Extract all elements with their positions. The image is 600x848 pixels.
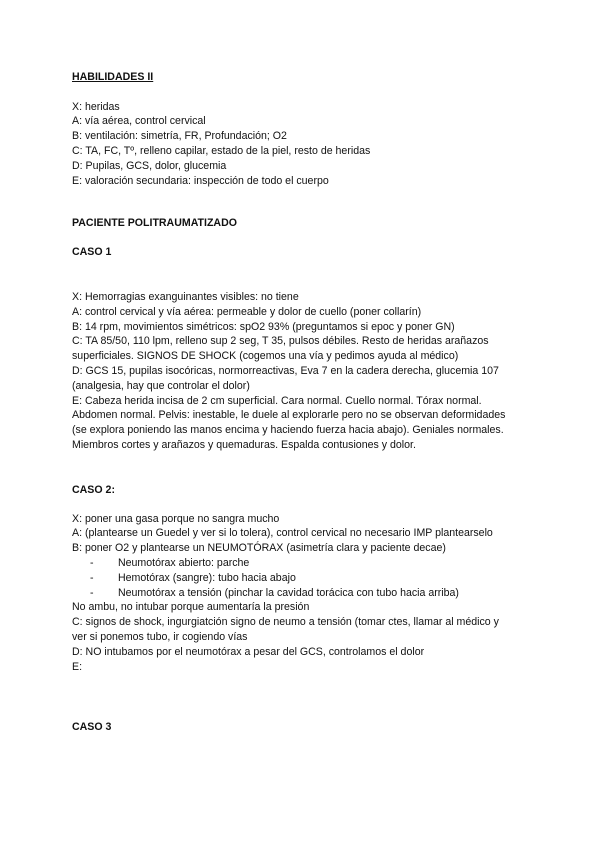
caso1-line: E: Cabeza herida incisa de 2 cm superficial. Cara normal. Cuello normal. Tórax normal. (72, 394, 482, 407)
caso2-line: X: poner una gasa porque no sangra mucho (72, 512, 280, 525)
intro-line: E: valoración secundaria: inspección de todo el cuerpo (72, 174, 329, 187)
caso1-line: A: control cervical y vía aérea: permeable y dolor de cuello (poner collarín) (72, 305, 422, 318)
caso2-bullet (72, 571, 540, 586)
intro-line: A: vía aérea, control cervical (72, 115, 206, 128)
caso2-bullet (72, 556, 540, 571)
caso1-body (72, 290, 540, 453)
intro-list (72, 100, 540, 189)
intro-line: X: heridas (72, 100, 120, 113)
caso3-heading: CASO 3 (72, 721, 112, 734)
caso1-heading: CASO 1 (72, 246, 112, 259)
caso2-bullet (72, 586, 540, 601)
intro-line: D: Pupilas, GCS, dolor, glucemia (72, 159, 227, 172)
bullet-text: Hemotórax (sangre): tubo hacia abajo (118, 571, 296, 584)
caso2-body (72, 512, 540, 675)
document-title: HABILIDADES II (72, 71, 154, 83)
caso1-line: Miembros cortes y arañazos y quemaduras. Espalda contusiones y dolor. (72, 438, 416, 451)
caso1-line: Abdomen normal. Pelvis: inestable, le duele al explorarle pero no se observan deformidades (72, 409, 506, 422)
caso1-line: C: TA 85/50, 110 lpm, relleno sup 2 seg, T 35, pulsos débiles. Resto de heridas arañazos (72, 335, 489, 348)
caso1-line: D: GCS 15, pupilas isocóricas, normorreactivas, Eva 7 en la cadera derecha, glucemia 107 (72, 364, 499, 377)
caso2-line: No ambu, no intubar porque aumentaría la presión (72, 601, 310, 614)
caso2-line: C: signos de shock, ingurgiatción signo de neumo a tensión (tomar ctes, llamar al médico y (72, 616, 499, 629)
dash-marker: - (90, 571, 94, 584)
dash-marker: - (90, 586, 94, 599)
caso2-heading: CASO 2: (72, 483, 115, 496)
caso1-line: superficiales. SIGNOS DE SHOCK (cogemos una vía y pedimos ayuda al médico) (72, 350, 459, 363)
intro-line: B: ventilación: simetría, FR, Profundación; O2 (72, 130, 287, 143)
caso2-line: B: poner O2 y plantearse un NEUMOTÓRAX (asimetría clara y paciente decae) (72, 542, 446, 555)
caso2-line: A: (plantearse un Guedel y ver si lo tolera), control cervical no necesario IMP plantearselo (72, 527, 493, 540)
intro-line: C: TA, FC, Tº, relleno capilar, estado de la piel, resto de heridas (72, 144, 371, 157)
dash-marker: - (90, 556, 94, 569)
bullet-text: Neumotórax abierto: parche (118, 556, 250, 569)
caso1-line: (se explora poniendo las manos encima y haciendo fuerza hacia abajo). Geniales normales. (72, 424, 504, 437)
caso2-line: ver si ponemos tubo, ir cogiendo vías (72, 630, 248, 643)
bullet-text: Neumotórax a tensión (pinchar la cavidad torácica con tubo hacia arriba) (118, 586, 459, 599)
caso2-line: E: (72, 660, 83, 673)
caso1-line: (analgesia, hay que controlar el dolor) (72, 379, 250, 392)
section-heading: PACIENTE POLITRAUMATIZADO (72, 217, 237, 230)
caso1-line: X: Hemorragias exanguinantes visibles: no tiene (72, 290, 299, 303)
caso2-line: D: NO intubamos por el neumotórax a pesar del GCS, controlamos el dolor (72, 645, 425, 658)
caso1-line: B: 14 rpm, movimientos simétricos: spO2 93% (preguntamos si epoc y poner GN) (72, 320, 455, 333)
